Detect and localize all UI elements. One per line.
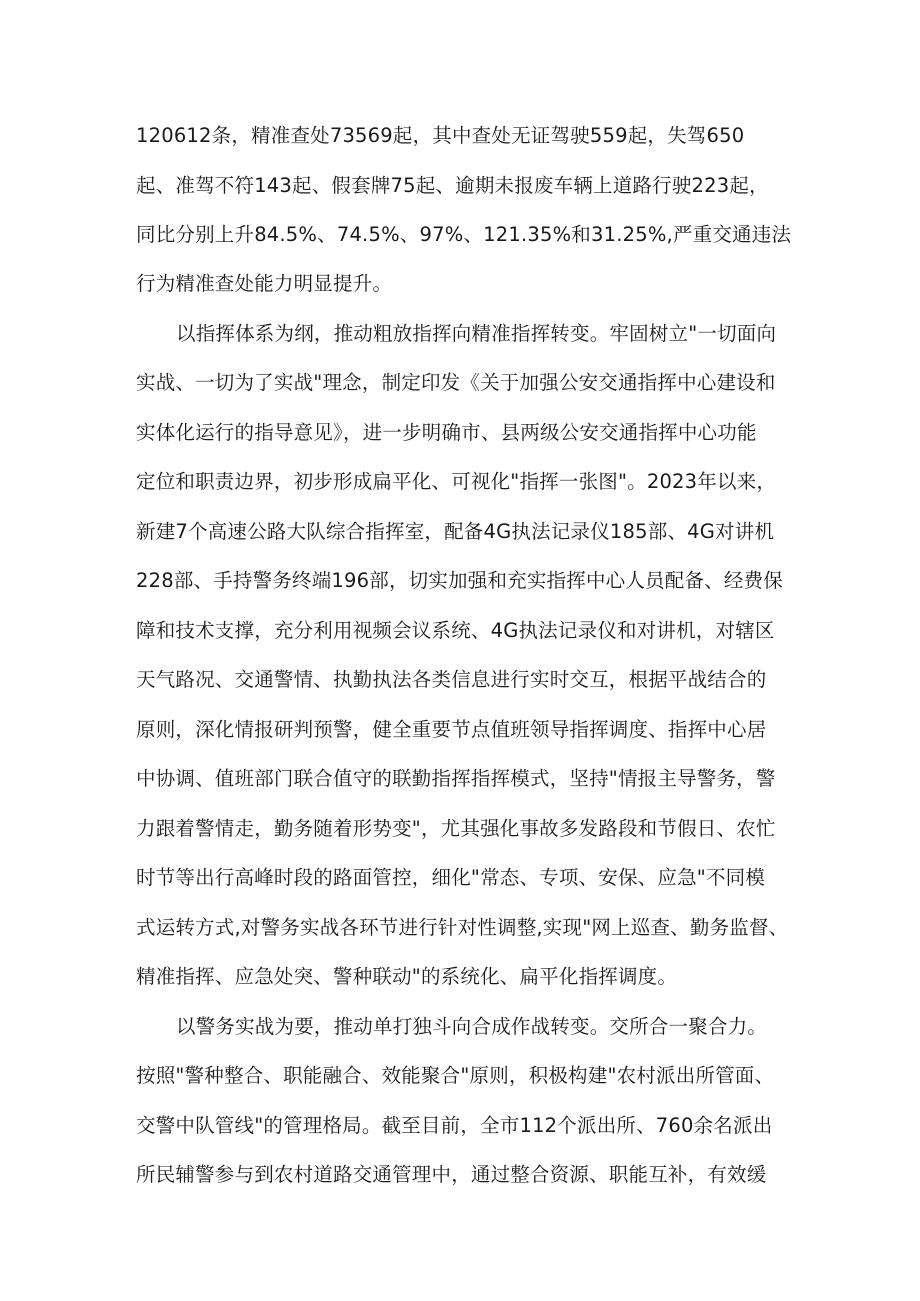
paragraph-2-line-13: 式运转方式,对警务实战各环节进行针对性调整,实现"网上巡查、勤务监督、 [136,916,789,939]
paragraph-3-line-4: 所民辅警参与到农村道路交通管理中，通过整合资源、职能互补，有效缓 [136,1163,767,1186]
paragraph-2-line-5: 新建7个高速公路大队综合指挥室，配备4G执法记录仪185部、4G对讲机 [136,520,775,543]
paragraph-2-line-4: 定位和职责边界，初步形成扁平化、可视化"指挥一张图"。2023年以来， [136,470,777,493]
paragraph-2-line-12: 时节等出行高峰时段的路面管控，细化"常态、专项、安保、应急"不同模 [136,866,766,889]
paragraph-2-line-7: 障和技术支撑，充分利用视频会议系统、4G执法记录仪和对讲机，对辖区 [136,619,775,642]
paragraph-1-line-3: 同比分别上升84.5%、74.5%、97%、121.35%和31.25%,严重交通违法 [136,223,792,246]
paragraph-3-line-1: 以警务实战为要，推动单打独斗向合成作战转变。交所合一聚合力。 [176,1015,768,1038]
paragraph-2-line-10: 中协调、值班部门联合值守的联勤指挥指挥模式，坚持"情报主导警务，警 [136,767,776,790]
paragraph-2-line-3: 实体化运行的指导意见》，进一步明确市、县两级公安交通指挥中心功能 [136,421,757,444]
paragraph-2-line-2: 实战、一切为了实战"理念，制定印发《关于加强公安交通指挥中心建设和 [136,371,776,394]
paragraph-1-line-1: 120612条，精准查处73569起，其中查处无证驾驶559起，失驾650 [136,124,745,147]
paragraph-2-line-1: 以指挥体系为纲，推动粗放指挥向精准指挥转变。牢固树立"一切面向 [176,322,777,345]
paragraph-1-line-4: 行为精准查处能力明显提升。 [136,272,393,295]
paragraph-2-line-6: 228部、手持警务终端196部，切实加强和充实指挥中心人员配备、经费保 [136,569,783,592]
paragraph-2-line-14: 精准指挥、应急处突、警种联动"的系统化、扁平化指挥调度。 [136,965,678,988]
paragraph-1-line-2: 起、准驾不符143起、假套牌75起、逾期未报废车辆上道路行驶223起， [136,174,769,197]
paragraph-3-line-3: 交警中队管线"的管理格局。截至目前，全市112个派出所、760余名派出 [136,1114,773,1137]
paragraph-2-line-9: 原则，深化情报研判预警，健全重要节点值班领导指挥调度、指挥中心居 [136,718,767,741]
paragraph-2-line-11: 力跟着警情走，勤务随着形势变"，尤其强化事故多发路段和节假日、农忙 [136,817,776,840]
paragraph-3-line-2: 按照"警种整合、职能融合、效能聚合"原则，积极构建"农村派出所管面、 [136,1064,775,1087]
paragraph-2-line-8: 天气路况、交通警情、执勤执法各类信息进行实时交互，根据平战结合的 [136,668,767,691]
